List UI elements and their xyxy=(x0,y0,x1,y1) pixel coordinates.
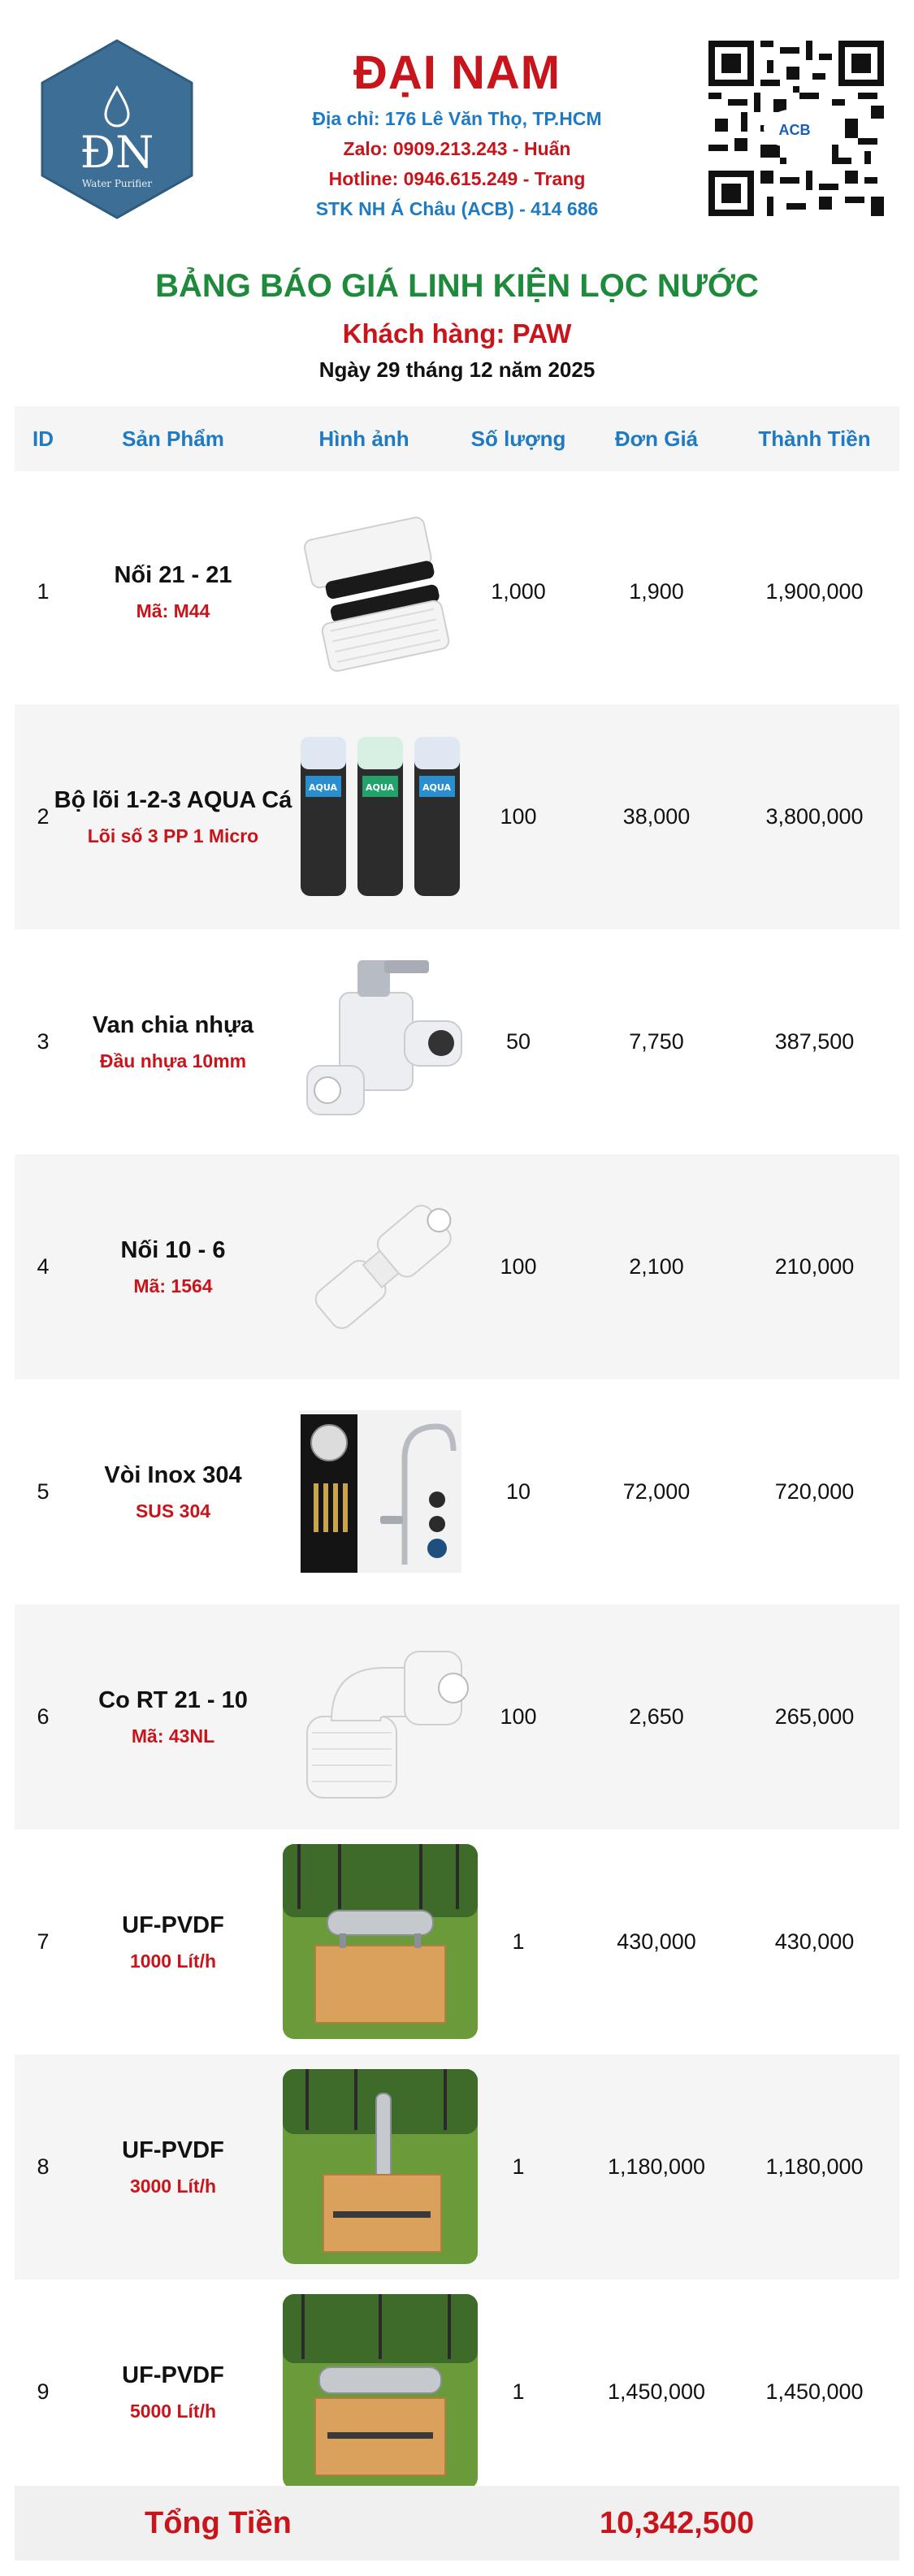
header xyxy=(0,0,914,244)
row-id: 3 xyxy=(37,1029,50,1054)
row-unit-price: 1,900 xyxy=(629,579,684,604)
product-name: Nối 10 - 6 xyxy=(120,1236,226,1263)
row-unit-price: 72,000 xyxy=(622,1479,691,1504)
row-product xyxy=(71,1829,275,2054)
table-row xyxy=(15,1379,899,1604)
table-header xyxy=(15,406,899,471)
product-image-connector xyxy=(283,494,478,689)
product-code: Mã: 1564 xyxy=(133,1275,213,1297)
product-name: UF-PVDF xyxy=(122,2362,224,2388)
row-id: 1 xyxy=(37,579,50,604)
row-quantity: 100 xyxy=(500,1254,537,1279)
row-product xyxy=(71,929,275,1154)
row-product xyxy=(54,704,292,929)
table-row xyxy=(15,2054,899,2279)
row-id: 6 xyxy=(37,1704,50,1729)
product-name: UF-PVDF xyxy=(122,2137,224,2163)
header-line-total: Thành Tiền xyxy=(758,426,871,451)
company-address: Địa chỉ: 176 Lê Văn Thọ, TP.HCM xyxy=(312,108,602,129)
product-name: Bộ lõi 1-2-3 AQUA Cá xyxy=(54,786,292,813)
table-row xyxy=(15,1604,899,1829)
table-row xyxy=(15,704,899,929)
product-image-uf-filter xyxy=(283,1844,478,2039)
header-image: Hình ảnh xyxy=(318,426,409,451)
row-unit-price: 2,100 xyxy=(629,1254,684,1279)
company-bank: STK NH Á Châu (ACB) - 414 686 xyxy=(315,198,599,219)
row-unit-price: 1,180,000 xyxy=(607,2154,706,2179)
product-name: UF-PVDF xyxy=(122,1911,224,1938)
svg-text:AQUA: AQUA xyxy=(366,782,394,793)
qr-bank-badge: ACB xyxy=(767,114,822,146)
product-code: 5000 Lít/h xyxy=(129,2400,217,2422)
grand-total-bar xyxy=(15,2486,899,2561)
row-product xyxy=(71,2054,275,2279)
product-name: Nối 21 - 21 xyxy=(114,561,232,588)
product-image-filter-set xyxy=(283,719,478,914)
row-line-total: 1,180,000 xyxy=(765,2154,864,2179)
row-id: 4 xyxy=(37,1254,50,1279)
row-quantity: 50 xyxy=(505,1029,531,1054)
row-id: 9 xyxy=(37,2379,50,2404)
product-code: Lõi số 3 PP 1 Micro xyxy=(87,825,259,846)
header-unit-price: Đơn Giá xyxy=(614,426,699,451)
svg-text:AQUA: AQUA xyxy=(422,782,451,793)
row-id: 2 xyxy=(37,804,50,829)
product-code: Đầu nhựa 10mm xyxy=(99,1050,247,1072)
row-id: 7 xyxy=(37,1929,50,1954)
document-title: BẢNG BÁO GIÁ LINH KIỆN LỌC NƯỚC xyxy=(155,268,759,304)
product-code: 3000 Lít/h xyxy=(129,2175,217,2197)
product-code: Mã: 43NL xyxy=(131,1725,215,1747)
row-quantity: 1,000 xyxy=(491,579,546,604)
row-unit-price: 430,000 xyxy=(617,1929,696,1954)
product-image-uf-filter xyxy=(283,2294,478,2489)
row-quantity: 1 xyxy=(512,2379,525,2404)
row-unit-price: 38,000 xyxy=(622,804,691,829)
row-unit-price: 7,750 xyxy=(629,1029,684,1054)
row-line-total: 430,000 xyxy=(774,1929,855,1954)
product-image-uf-filter xyxy=(283,2069,478,2264)
header-id: ID xyxy=(32,426,54,451)
company-logo xyxy=(36,37,198,221)
table-row xyxy=(15,929,899,1154)
company-info xyxy=(227,45,687,220)
table-row xyxy=(15,2279,899,2505)
product-image-elbow xyxy=(283,1619,478,1814)
row-line-total: 1,900,000 xyxy=(765,579,864,604)
product-name: Van chia nhựa xyxy=(92,1011,254,1038)
row-line-total: 1,450,000 xyxy=(765,2379,864,2404)
product-image-faucet xyxy=(283,1394,478,1589)
row-id: 8 xyxy=(37,2154,50,2179)
row-quantity: 1 xyxy=(512,2154,525,2179)
grand-total-label: Tổng Tiền xyxy=(145,2506,292,2540)
row-product xyxy=(71,2279,275,2505)
row-unit-price: 2,650 xyxy=(629,1704,684,1729)
row-line-total: 720,000 xyxy=(774,1479,855,1504)
table-row xyxy=(15,479,899,704)
row-line-total: 387,500 xyxy=(774,1029,855,1054)
row-product xyxy=(71,1604,275,1829)
table-row xyxy=(15,1829,899,2054)
svg-text:AQUA: AQUA xyxy=(309,782,337,793)
row-line-total: 3,800,000 xyxy=(765,804,864,829)
product-name: Co RT 21 - 10 xyxy=(98,1686,248,1713)
logo-text: ĐN xyxy=(80,127,154,178)
header-product: Sản Phẩm xyxy=(122,426,224,451)
product-image-split-valve xyxy=(283,944,478,1139)
company-hotline: Hotline: 0946.615.249 - Trang xyxy=(328,168,586,189)
company-zalo: Zalo: 0909.213.243 - Huấn xyxy=(343,138,571,159)
row-quantity: 1 xyxy=(512,1929,525,1954)
row-line-total: 210,000 xyxy=(774,1254,855,1279)
row-product xyxy=(71,1154,275,1379)
product-code: Mã: M44 xyxy=(136,600,210,621)
customer-name: Khách hàng: PAW xyxy=(342,318,572,349)
company-name: ĐẠI NAM xyxy=(353,46,561,99)
row-unit-price: 1,450,000 xyxy=(607,2379,706,2404)
quote-date: Ngày 29 tháng 12 năm 2025 xyxy=(318,357,596,382)
product-code: 1000 Lít/h xyxy=(129,1950,217,1972)
row-line-total: 265,000 xyxy=(774,1704,855,1729)
row-id: 5 xyxy=(37,1479,50,1504)
row-product xyxy=(71,1379,275,1604)
product-code: SUS 304 xyxy=(135,1500,211,1522)
product-image-reducer xyxy=(283,1169,478,1364)
product-name: Vòi Inox 304 xyxy=(104,1461,242,1488)
logo-subtext: Water Purifier xyxy=(81,178,153,189)
row-quantity: 100 xyxy=(500,1704,537,1729)
grand-total-value: 10,342,500 xyxy=(600,2506,755,2540)
row-quantity: 10 xyxy=(505,1479,531,1504)
header-quantity: Số lượng xyxy=(470,426,566,451)
row-product xyxy=(71,479,275,704)
table-row xyxy=(15,1154,899,1379)
row-quantity: 100 xyxy=(500,804,537,829)
